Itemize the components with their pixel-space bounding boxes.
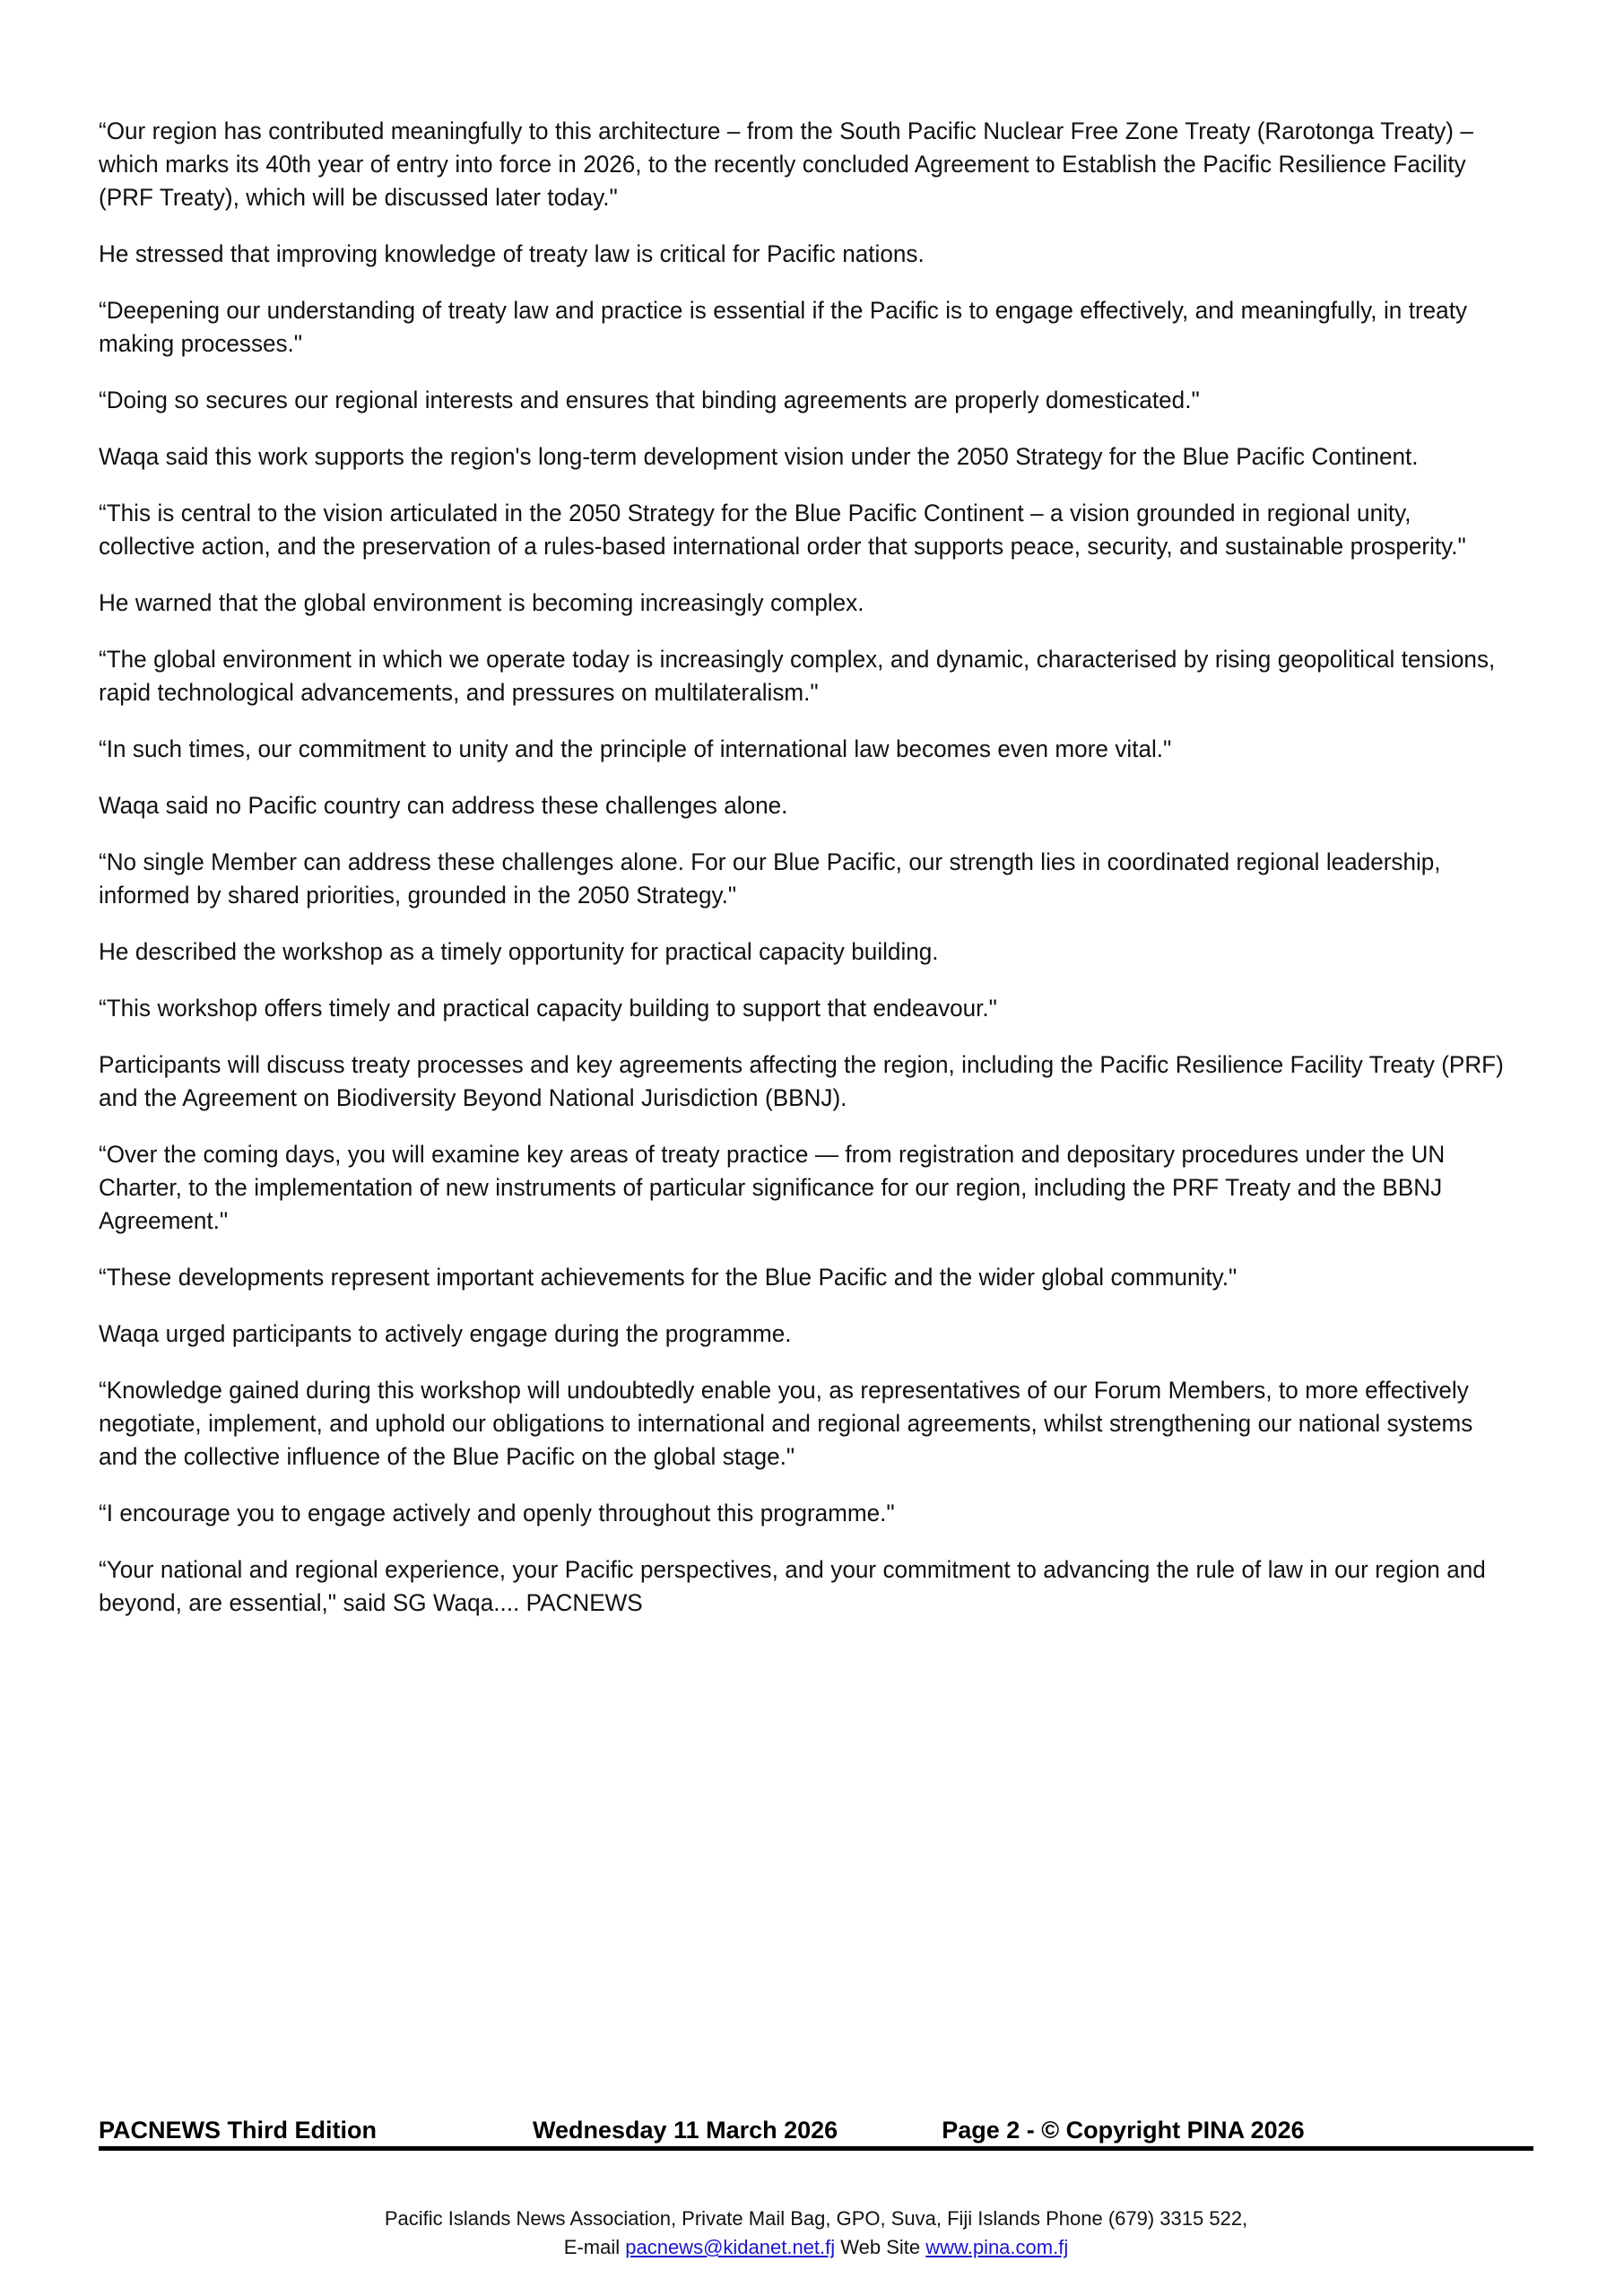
website-link[interactable]: www.pina.com.fj: [925, 2236, 1069, 2258]
website-label: Web Site: [840, 2236, 921, 2258]
paragraph: “No single Member can address these challenges alone. For our Blue Pacific, our strength lies in coordinated regional leadership, informed by shared priorities, grounded in the 2050 Strategy.": [99, 848, 1441, 909]
email-link[interactable]: pacnews@kidanet.net.fj: [625, 2236, 836, 2258]
paragraph: “This workshop offers timely and practical capacity building to support that endeavour.": [99, 995, 997, 1022]
paragraph: He described the workshop as a timely opportunity for practical capacity building.: [99, 938, 939, 965]
footer-bar: [99, 2115, 1533, 2151]
article-body: [99, 115, 1533, 1620]
imprint-address: Pacific Islands News Association, Private Mail Bag, GPO, Suva, Fiji Islands Phone (679) 3315 522,: [384, 2207, 1248, 2230]
paragraph: “Deepening our understanding of treaty law and practice is essential if the Pacific is to engage effectively, and meaningfully, in treaty making processes.": [99, 297, 1468, 357]
paragraph: “Knowledge gained during this workshop will undoubtedly enable you, as representatives of our Forum Members, to more effectively negotiate, implement, and uphold our obligations to international and regional agreements, whilst strengthening our national systems and the collective influence of the Blue Pacific on the global stage.": [99, 1377, 1473, 1470]
paragraph: Waqa urged participants to actively engage during the programme.: [99, 1320, 792, 1347]
paragraph: Waqa said this work supports the region's long-term development vision under the 2050 Strategy for the Blue Pacific Continent.: [99, 443, 1419, 470]
footer-publication: PACNEWS Third Edition: [99, 2117, 377, 2144]
paragraph: “These developments represent important achievements for the Blue Pacific and the wider global community.": [99, 1264, 1238, 1291]
paragraph: “The global environment in which we operate today is increasingly complex, and dynamic, characterised by rising geopolitical tensions, rapid technological advancements, and pressures on multilateralism.": [99, 646, 1496, 706]
paragraph: “This is central to the vision articulated in the 2050 Strategy for the Blue Pacific Continent – a vision grounded in regional unity, collective action, and the preservation of a rules-based international order that supports peace, security, and sustainable prosperity.": [99, 500, 1466, 560]
imprint-contact: [99, 2233, 1533, 2262]
imprint-block: [99, 2205, 1533, 2262]
paragraph: “Our region has contributed meaningfully to this architecture – from the South Pacific Nuclear Free Zone Treaty (Rarotonga Treaty) – which marks its 40th year of entry into force in 2026, to the recently concluded Agreement to Establish the Pacific Resilience Facility (PRF Treaty), which will be discussed later today.": [99, 117, 1473, 211]
paragraph: Participants will discuss treaty processes and key agreements affecting the region, including the Pacific Resilience Facility Treaty (PRF) and the Agreement on Biodiversity Beyond National Jurisdiction (BBNJ).: [99, 1051, 1504, 1111]
paragraph: Waqa said no Pacific country can address these challenges alone.: [99, 792, 788, 819]
paragraph: He warned that the global environment is becoming increasingly complex.: [99, 589, 864, 616]
paragraph: “In such times, our commitment to unity and the principle of international law becomes even more vital.": [99, 735, 1172, 762]
paragraph: “I encourage you to engage actively and openly throughout this programme.": [99, 1500, 895, 1526]
email-label: E-mail: [563, 2236, 621, 2258]
paragraph: He stressed that improving knowledge of treaty law is critical for Pacific nations.: [99, 240, 925, 267]
footer-page-copyright: Page 2 - © Copyright PINA 2026: [942, 2117, 1305, 2144]
page-footer: [99, 2115, 1533, 2262]
paragraph: “Over the coming days, you will examine key areas of treaty practice — from registration and depositary procedures under the UN Charter, to the implementation of new instruments of particular significance for our region, including the PRF Treaty and the BBNJ Agreement.": [99, 1141, 1446, 1234]
paragraph: “Doing so secures our regional interests and ensures that binding agreements are properly domesticated.": [99, 387, 1200, 413]
footer-date: Wednesday 11 March 2026: [532, 2117, 838, 2144]
paragraph: “Your national and regional experience, your Pacific perspectives, and your commitment to advancing the rule of law in our region and beyond, are essential," said SG Waqa.... PACNEWS: [99, 1556, 1486, 1616]
